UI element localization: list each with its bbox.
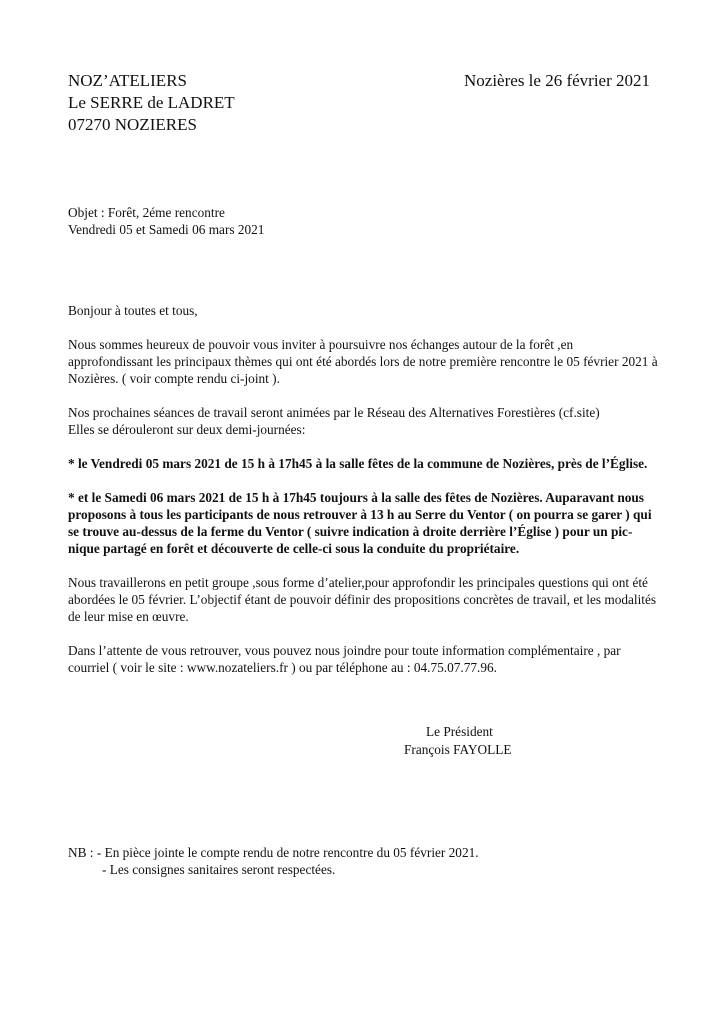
signature-title: Le Président — [426, 724, 493, 739]
subject-dates: Vendredi 05 et Samedi 06 mars 2021 — [68, 222, 265, 237]
sessions-paragraph — [68, 404, 660, 438]
sessions-line-1: Nos prochaines séances de travail seront animées par le Réseau des Alternatives Forestières (cf.site) — [68, 405, 600, 420]
sender-address — [68, 70, 235, 136]
nb-line-1: NB : - En pièce jointe le compte rendu de notre rencontre du 05 février 2021. — [68, 845, 479, 860]
place-date: Nozières le 26 février 2021 — [464, 71, 650, 90]
sessions-line-2: Elles se dérouleront sur deux demi-journées: — [68, 422, 306, 437]
letter-body — [68, 302, 660, 693]
subject-line: Objet : Forêt, 2éme rencontre — [68, 205, 225, 220]
intro-paragraph: Nous sommes heureux de pouvoir vous inviter à poursuivre nos échanges autour de la forêt ,en approfondissant les principaux thèmes qui ont été abordés lors de notre première rencontre le 05 février 2021 à Nozières. ( voir compte rendu ci-joint ). — [68, 337, 658, 386]
nb-line-2: - Les consignes sanitaires seront respectées. — [102, 862, 336, 877]
friday-session: * le Vendredi 05 mars 2021 de 15 h à 17h45 à la salle fêtes de la commune de Nozières, près de l’Église. — [68, 456, 648, 471]
signature-name: François FAYOLLE — [404, 742, 512, 757]
sender-city: 07270 NOZIERES — [68, 115, 197, 134]
letter-subject — [68, 204, 264, 238]
workshop-paragraph: Nous travaillerons en petit groupe ,sous forme d’atelier,pour approfondir les principales questions qui ont été abordées le 05 février. L’objectif étant de pouvoir définir des propositions concrètes de travail, et les modalités de leur mise en œuvre. — [68, 575, 657, 624]
nota-bene — [68, 844, 479, 878]
contact-paragraph: Dans l’attente de vous retrouver, vous pouvez nous joindre pour toute information complémentaire , par courriel ( voir le site : www.nozateliers.fr ) ou par téléphone au : 04.75.07.77.96. — [68, 643, 621, 675]
sender-name: NOZ’ATELIERS — [68, 71, 187, 90]
sender-street: Le SERRE de LADRET — [68, 93, 235, 112]
greeting: Bonjour à toutes et tous, — [68, 303, 198, 318]
signature-block — [404, 723, 511, 759]
saturday-session: * et le Samedi 06 mars 2021 de 15 h à 17h45 toujours à la salle des fêtes de Nozières. Auparavant nous proposons à tous les participants de nous retrouver à 13 h au Serre du Ventor ( on pourra se garer ) qui se trouve au-dessus de la ferme du Ventor ( suivre indication à droite derrière l’Église ) pour un pic-nique partagé en forêt et découverte de celle-ci sous la conduite du propriétaire. — [68, 490, 652, 556]
